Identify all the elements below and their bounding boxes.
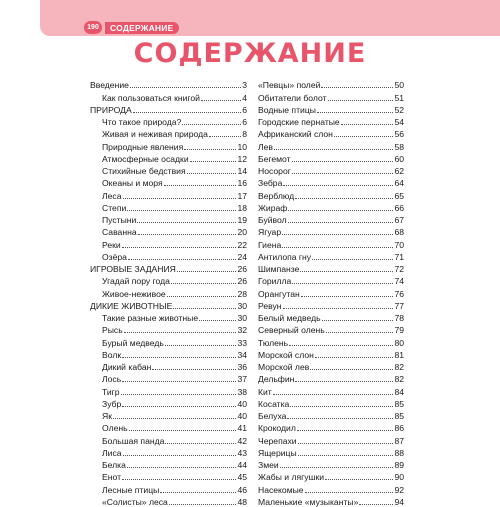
toc-entry-title: Крокодил: [258, 423, 296, 434]
toc-entry: [258, 90, 404, 102]
toc-entry-title: «Солисты» леса: [102, 496, 168, 507]
toc-entry-title: Северный олень: [258, 325, 325, 336]
toc-entry-page: 92: [394, 484, 404, 495]
toc-entry-page: 60: [394, 153, 404, 164]
toc-entry-title: Кит: [258, 386, 272, 397]
toc-entry: [90, 482, 247, 494]
toc-entry: [90, 421, 247, 433]
dot-leader: [128, 259, 236, 260]
toc-entry: [258, 127, 404, 139]
dot-leader: [190, 161, 237, 162]
toc-entry: [90, 286, 247, 298]
running-header-label: СОДЕРЖАНИЕ: [105, 22, 179, 34]
dot-leader: [282, 247, 393, 248]
dot-leader: [290, 406, 393, 407]
dot-leader: [273, 394, 394, 395]
dot-leader: [315, 357, 394, 358]
dot-leader: [301, 296, 394, 297]
toc-entry-title: Носорог: [258, 166, 291, 176]
dot-leader: [274, 149, 393, 150]
toc-entry-title: Океаны и моря: [102, 178, 163, 189]
toc-entry-title: Такие разные животные: [102, 313, 199, 323]
toc-entry: [258, 311, 404, 323]
toc-entry: [258, 458, 404, 470]
toc-entry-page: 17: [237, 190, 247, 201]
toc-entry-title: Морской слон: [258, 349, 314, 360]
toc-entry-title: Тигр: [102, 386, 120, 397]
toc-entry-page: 52: [394, 104, 404, 115]
dot-leader: [288, 222, 394, 223]
dot-leader: [122, 479, 236, 480]
toc-entry: [258, 152, 404, 164]
dot-leader: [201, 100, 241, 101]
toc-entry-page: 82: [394, 362, 404, 372]
dot-leader: [169, 504, 237, 505]
toc-entry-page: 41: [237, 423, 247, 434]
dot-leader: [300, 271, 393, 272]
toc-entry-page: 42: [237, 435, 247, 446]
toc-entry-page: 80: [394, 337, 404, 348]
dot-leader: [184, 149, 236, 150]
toc-right-column: [258, 78, 404, 507]
toc-entry: [258, 78, 404, 90]
toc-entry-title: Верблюд: [258, 190, 295, 201]
toc-entry-page: 33: [237, 337, 247, 348]
toc-entry: [258, 262, 404, 274]
toc-entry: [90, 188, 247, 200]
toc-entry-page: 44: [237, 460, 247, 470]
toc-entry: [90, 78, 247, 90]
toc-entry: [90, 299, 247, 311]
toc-entry-page: 81: [394, 349, 404, 360]
toc-entry-page: 38: [237, 386, 247, 397]
toc-entry-title: Реки: [102, 239, 121, 250]
toc-entry-title: Насекомые: [258, 484, 304, 495]
dot-leader: [165, 345, 237, 346]
toc-entry-page: 85: [394, 398, 404, 409]
dot-leader: [295, 198, 393, 199]
toc-entry-title: Стихийные бедствия: [102, 166, 186, 176]
toc-entry-title: Как пользоваться книгой: [102, 92, 200, 103]
dot-leader: [173, 308, 236, 309]
toc-left-column: [90, 78, 247, 507]
dot-leader: [328, 100, 394, 101]
dot-leader: [282, 234, 393, 235]
dot-leader: [182, 124, 241, 125]
toc-entry: [258, 323, 404, 335]
dot-leader: [160, 492, 236, 493]
toc-entry-title: Косатка: [258, 398, 290, 409]
toc-entry: [258, 409, 404, 421]
toc-entry: [258, 433, 404, 445]
toc-entry-title: Олень: [102, 423, 128, 434]
toc-entry: [258, 164, 404, 176]
toc-entry-title: Пустыни: [102, 215, 137, 225]
toc-entry-page: 94: [394, 496, 404, 507]
toc-entry-title: Ревун: [258, 300, 282, 311]
toc-entry: [258, 139, 404, 151]
toc-entry-page: 62: [394, 166, 404, 176]
toc-entry-title: Волк: [102, 349, 122, 360]
toc-entry-title: «Певцы» полей: [258, 80, 321, 91]
dot-leader: [130, 87, 241, 88]
toc-entry-title: Маленькие «музыканты»: [258, 496, 359, 507]
toc-entry-title: Степи: [102, 202, 127, 213]
dot-leader: [122, 357, 236, 358]
toc-entry-page: 66: [394, 202, 404, 213]
toc-entry-title: Дикий кабан: [102, 362, 152, 372]
toc-entry-title: Жабы и лягушки: [258, 472, 325, 483]
toc-entry: [258, 421, 404, 433]
toc-entry: [90, 250, 247, 262]
dot-leader: [171, 283, 237, 284]
toc-entry-title: Жираф: [258, 202, 288, 213]
dot-leader: [292, 283, 393, 284]
toc-entry-page: 70: [394, 239, 404, 250]
toc-entry: [258, 482, 404, 494]
toc-entry-page: 89: [394, 460, 404, 470]
dot-leader: [167, 296, 237, 297]
dot-leader: [122, 381, 236, 382]
toc-entry: [90, 127, 247, 139]
dot-leader: [305, 492, 394, 493]
toc-entry-title: Большая панда: [102, 435, 165, 446]
toc-entry: [90, 348, 247, 360]
dot-leader: [121, 394, 237, 395]
toc-entry: [258, 397, 404, 409]
toc-entry: [258, 225, 404, 237]
toc-entry-title: Буйвол: [258, 215, 287, 225]
dot-leader: [312, 259, 393, 260]
toc-entry-title: Шимпанзе: [258, 264, 300, 274]
toc-entry: [90, 274, 247, 286]
toc-entry-page: 56: [394, 129, 404, 140]
toc-entry-title: Введение: [90, 80, 129, 91]
toc-entry: [90, 470, 247, 482]
toc-entry-title: Живое-неживое: [102, 288, 166, 299]
toc-entry-page: 22: [237, 239, 247, 250]
toc-entry: [258, 250, 404, 262]
toc-entry-title: Морской лев: [258, 362, 310, 372]
toc-entry-page: 72: [394, 264, 404, 274]
toc-entry-page: 76: [394, 288, 404, 299]
toc-entry: [258, 360, 404, 372]
toc-entry: [258, 470, 404, 482]
toc-entry-title: Обитатели болот: [258, 92, 327, 103]
toc-entry: [258, 201, 404, 213]
toc-entry-title: Орангутан: [258, 288, 300, 299]
toc-entry-page: 85: [394, 411, 404, 421]
toc-entry: [90, 201, 247, 213]
toc-entry: [90, 360, 247, 372]
toc-entry-title: Лев: [258, 141, 273, 152]
toc-entry-page: 40: [237, 398, 247, 409]
toc-entry-page: 34: [237, 349, 247, 360]
toc-entry-page: 46: [237, 484, 247, 495]
toc-entry-title: Дельфин: [258, 374, 295, 385]
toc-entry-title: Леса: [102, 190, 122, 201]
toc-entry-page: 90: [394, 472, 404, 483]
dot-leader: [334, 136, 394, 137]
toc-entry-page: 28: [237, 288, 247, 299]
toc-entry-page: 71: [394, 251, 404, 262]
toc-entry-title: ПРИРОДА: [90, 104, 132, 115]
toc-entry-page: 86: [394, 423, 404, 434]
toc-entry: [90, 311, 247, 323]
toc-entry-page: 24: [237, 251, 247, 262]
toc-entry-title: Африканский слон: [258, 129, 333, 140]
toc-entry-page: 65: [394, 190, 404, 201]
toc-entry-page: 20: [237, 227, 247, 238]
toc-entry: [90, 213, 247, 225]
toc-entry-title: Антилопа гну: [258, 251, 312, 262]
dot-leader: [127, 210, 236, 211]
toc-entry-page: 3: [242, 80, 247, 91]
toc-entry: [90, 90, 247, 102]
dot-leader: [287, 418, 393, 419]
running-header: [84, 20, 179, 35]
dot-leader: [280, 467, 394, 468]
dot-leader: [137, 222, 236, 223]
toc-entry-title: Природные явления: [102, 141, 184, 152]
toc-entry-title: Тюлень: [258, 337, 289, 348]
dot-leader: [199, 320, 236, 321]
toc-entry: [258, 237, 404, 249]
toc-entry-page: 4: [242, 92, 247, 103]
toc-entry-page: 51: [394, 92, 404, 103]
toc-entry-page: 26: [237, 276, 247, 287]
toc-entry-page: 8: [242, 129, 247, 140]
dot-leader: [322, 320, 394, 321]
dot-leader: [164, 185, 237, 186]
toc-entry-page: 48: [237, 496, 247, 507]
toc-entry: [90, 262, 247, 274]
page-number: 190: [84, 21, 102, 34]
toc-entry-title: Что такое природа?: [102, 117, 182, 127]
toc-entry: [90, 176, 247, 188]
toc-entry: [90, 433, 247, 445]
dot-leader: [292, 173, 394, 174]
toc-entry-page: 30: [237, 313, 247, 323]
toc-entry-title: Рысь: [102, 325, 123, 336]
dot-leader: [289, 345, 393, 346]
dot-leader: [138, 234, 237, 235]
dot-leader: [133, 112, 242, 113]
toc-entry-page: 77: [394, 300, 404, 311]
toc-entry-title: Лось: [102, 374, 122, 385]
dot-leader: [129, 430, 237, 431]
dot-leader: [123, 198, 237, 199]
toc-entry: [90, 384, 247, 396]
toc-entry-page: 6: [242, 104, 247, 115]
dot-leader: [123, 455, 237, 456]
toc-entry-title: Як: [102, 411, 112, 421]
dot-leader: [283, 185, 393, 186]
toc-entry-title: Атмосферные осадки: [102, 153, 189, 164]
page-title: СОДЕРЖАНИЕ: [133, 38, 367, 69]
toc-entry: [258, 299, 404, 311]
toc-entry-page: 67: [394, 215, 404, 225]
toc-entry: [258, 176, 404, 188]
toc-entry-title: Черепахи: [258, 435, 297, 446]
toc-entry-title: Енот: [102, 472, 122, 483]
toc-entry: [90, 495, 247, 507]
toc-entry-page: 36: [237, 362, 247, 372]
dot-leader: [321, 87, 393, 88]
toc-entry-title: Ящерицы: [258, 447, 297, 458]
toc-entry-page: 12: [237, 153, 247, 164]
toc-entry-page: 26: [237, 264, 247, 274]
toc-entry-title: Белый медведь: [258, 313, 321, 323]
toc-entry-page: 79: [394, 325, 404, 336]
toc-entry: [258, 384, 404, 396]
toc-entry: [258, 495, 404, 507]
toc-entry: [90, 139, 247, 151]
dot-leader: [122, 247, 237, 248]
dot-leader: [152, 369, 236, 370]
toc-entry: [90, 409, 247, 421]
toc-entry-title: ИГРОВЫЕ ЗАДАНИЯ: [90, 264, 176, 274]
toc-entry-page: 45: [237, 472, 247, 483]
toc-entry-page: 74: [394, 276, 404, 287]
toc-entry: [90, 446, 247, 458]
toc-entry: [258, 446, 404, 458]
toc-entry: [90, 164, 247, 176]
toc-entry: [90, 103, 247, 115]
toc-entry-page: 14: [237, 166, 247, 176]
toc-entry-title: Змеи: [258, 460, 279, 470]
toc-entry-title: Зебра: [258, 178, 283, 189]
toc-entry-page: 30: [237, 300, 247, 311]
toc-entry-title: Саванна: [102, 227, 137, 238]
dot-leader: [127, 467, 237, 468]
toc-entry-page: 43: [237, 447, 247, 458]
toc-entry-title: Водные птицы: [258, 104, 316, 115]
toc-entry-title: Лиса: [102, 447, 122, 458]
toc-entry-title: Белка: [102, 460, 126, 470]
toc-entry-title: Лесные птицы: [102, 484, 160, 495]
dot-leader: [187, 173, 237, 174]
toc-entry-page: 84: [394, 386, 404, 397]
dot-leader: [298, 455, 394, 456]
dot-leader: [113, 418, 236, 419]
toc-entry-page: 40: [237, 411, 247, 421]
toc-entry-title: Озёра: [102, 251, 127, 262]
toc-entry: [258, 335, 404, 347]
dot-leader: [177, 271, 237, 272]
toc-entry: [90, 372, 247, 384]
toc-entry-title: Бегемот: [258, 153, 291, 164]
dot-leader: [326, 332, 394, 333]
toc-entry-title: Зубр: [102, 398, 122, 409]
toc-entry: [90, 397, 247, 409]
toc-entry: [90, 458, 247, 470]
toc-entry: [258, 188, 404, 200]
toc-entry-title: Угадай пору года: [102, 276, 170, 287]
toc-entry-page: 50: [394, 80, 404, 91]
toc-entry: [258, 213, 404, 225]
dot-leader: [295, 381, 393, 382]
dot-leader: [292, 161, 394, 162]
dot-leader: [122, 406, 236, 407]
toc-entry-page: 68: [394, 227, 404, 238]
toc-entry-title: ДИКИЕ ЖИВОТНЫЕ: [90, 300, 173, 311]
dot-leader: [297, 430, 394, 431]
toc-entry: [258, 348, 404, 360]
toc-entry-title: Горилла: [258, 276, 292, 287]
toc-entry-page: 64: [394, 178, 404, 189]
dot-leader: [310, 369, 393, 370]
toc-entry-page: 16: [237, 178, 247, 189]
toc-entry-page: 19: [237, 215, 247, 225]
dot-leader: [317, 112, 394, 113]
dot-leader: [124, 332, 237, 333]
toc-entry-title: Гиена: [258, 239, 282, 250]
toc-entry: [258, 274, 404, 286]
toc-entry: [90, 335, 247, 347]
toc-entry-page: 18: [237, 202, 247, 213]
toc-entry: [90, 323, 247, 335]
toc-entry-page: 37: [237, 374, 247, 385]
toc-entry-page: 88: [394, 447, 404, 458]
toc-entry: [258, 372, 404, 384]
toc-entry-page: 54: [394, 117, 404, 127]
toc-entry-title: Городские пернатые: [258, 117, 340, 127]
toc-entry-page: 82: [394, 374, 404, 385]
toc-entry-page: 87: [394, 435, 404, 446]
toc-entry-page: 32: [237, 325, 247, 336]
dot-leader: [298, 443, 394, 444]
dot-leader: [283, 308, 394, 309]
toc-entry: [258, 115, 404, 127]
toc-entry: [90, 115, 247, 127]
toc-entry: [90, 237, 247, 249]
dot-leader: [209, 136, 241, 137]
toc-entry-title: Бурый медведь: [102, 337, 164, 348]
toc-entry: [258, 286, 404, 298]
toc-entry: [90, 152, 247, 164]
dot-leader: [288, 210, 393, 211]
dot-leader: [341, 124, 394, 125]
toc-entry-page: 10: [237, 141, 247, 152]
toc-entry-title: Живая и неживая природа: [102, 129, 208, 140]
toc-entry-page: 58: [394, 141, 404, 152]
toc-entry: [258, 103, 404, 115]
toc-entry-page: 6: [242, 117, 247, 127]
toc-entry: [90, 225, 247, 237]
toc-entry-title: Белуха: [258, 411, 287, 421]
dot-leader: [165, 443, 236, 444]
toc-entry-page: 78: [394, 313, 404, 323]
dot-leader: [359, 504, 393, 505]
dot-leader: [325, 479, 393, 480]
toc-entry-title: Ягуар: [258, 227, 282, 238]
